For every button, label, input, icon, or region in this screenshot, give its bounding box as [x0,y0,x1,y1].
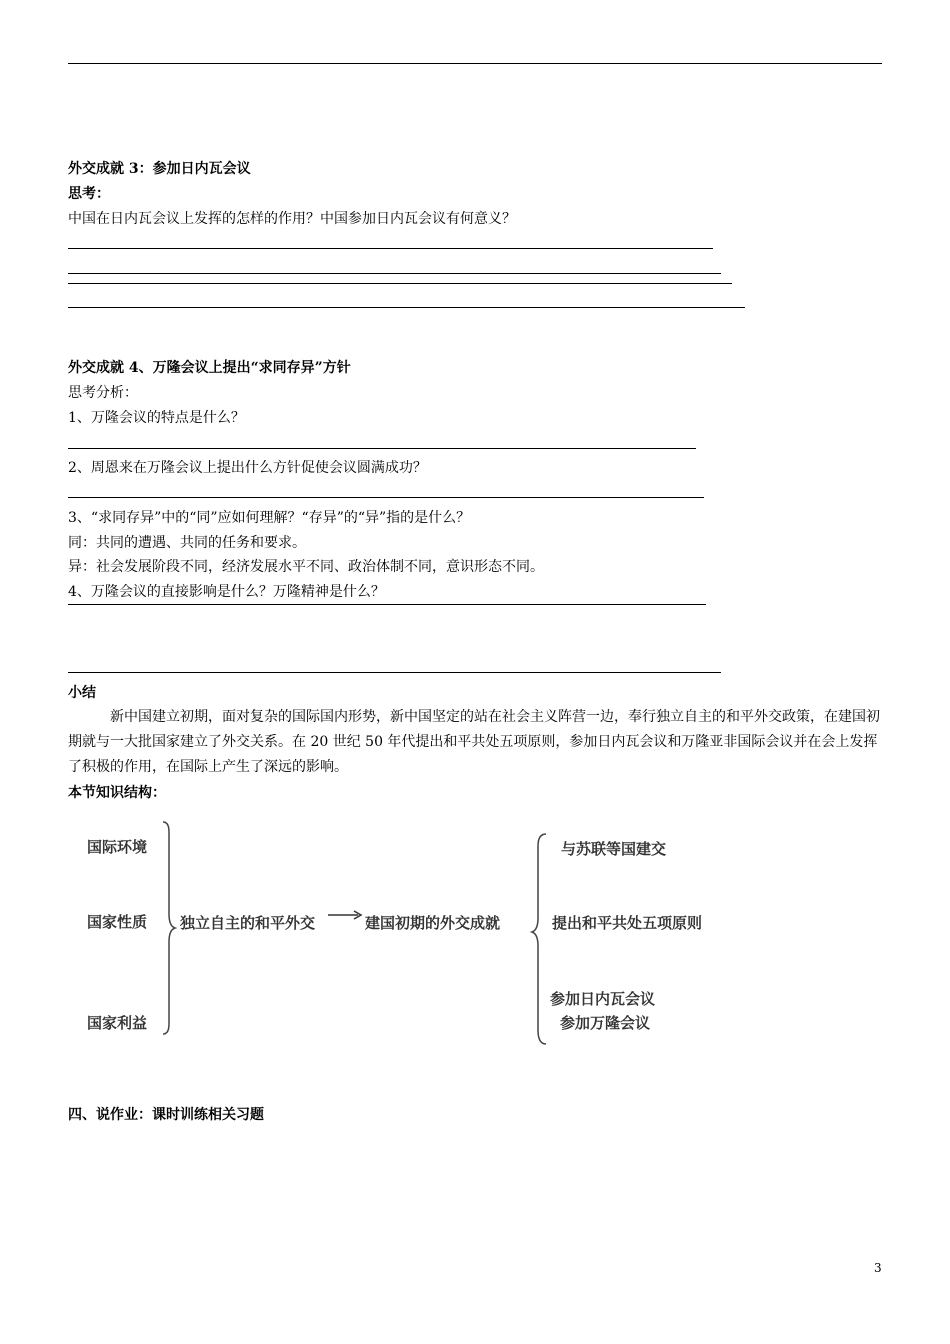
node-national-nature: 国家性质 [87,913,148,931]
section4-think-label: 思考分析： [68,385,138,401]
node-soviet-relations: 与苏联等国建交 [561,840,667,858]
question-4: 4、万隆会议的直接影响是什么？万隆精神是什么？ [68,584,385,600]
node-national-interest: 国家利益 [87,1014,148,1032]
node-bandung: 参加万隆会议 [560,1014,651,1032]
section3-question: 中国在日内瓦会议上发挥的怎样的作用？中国参加日内瓦会议有何意义？ [68,211,516,227]
homework: 四、说作业：课时训练相关习题 [68,1107,264,1123]
brace-right [528,830,552,1050]
section4-title: 外交成就 4、万隆会议上提出“求同存异”方针 [68,360,351,376]
summary-body: 新中国建立初期，面对复杂的国际国内形势，新中国坚定的站在社会主义阵营一边，奉行独立自主的和平外交政策，在建国初期就与一大批国家建立了外交关系。在 20 世纪 50 年代提出和平共处五项原则，参加日内瓦会议和万隆亚非国际会议并在会上发挥了积极的作用，在国际上产生了深远的影响。 [68,709,880,775]
structure-title: 本节知识结构： [68,785,166,801]
section3-think-label: 思考： [68,186,110,202]
summary-title: 小结 [68,685,96,701]
section3-title: 外交成就 3：参加日内瓦会议 [68,161,251,177]
answer-line [68,307,745,308]
answer-yi: 异：社会发展阶段不同，经济发展水平不同、政治体制不同，意识形态不同。 [68,559,544,575]
answer-line [68,283,732,284]
node-five-principles: 提出和平共处五项原则 [552,914,703,932]
answer-line [68,448,696,449]
node-international-environment: 国际环境 [87,838,148,856]
arrow-right-icon [328,909,364,925]
question-1: 1、万隆会议的特点是什么？ [68,410,245,426]
answer-tong: 同：共同的遭遇、共同的任务和要求。 [68,535,306,551]
answer-line [68,273,721,274]
answer-line [68,672,721,673]
header-rule [68,63,882,64]
question-3: 3、“求同存异”中的“同”应如何理解？“存异”的“异”指的是什么？ [68,510,471,526]
page-number: 3 [874,1261,882,1275]
node-geneva: 参加日内瓦会议 [550,990,656,1008]
answer-line [68,248,713,249]
node-independent-peace: 独立自主的和平外交 [180,914,316,932]
node-diplomatic-achievements: 建国初期的外交成就 [365,914,501,932]
answer-line [68,497,704,498]
question-2: 2、周恩来在万隆会议上提出什么方针促使会议圆满成功？ [68,460,427,476]
answer-line [68,604,706,605]
